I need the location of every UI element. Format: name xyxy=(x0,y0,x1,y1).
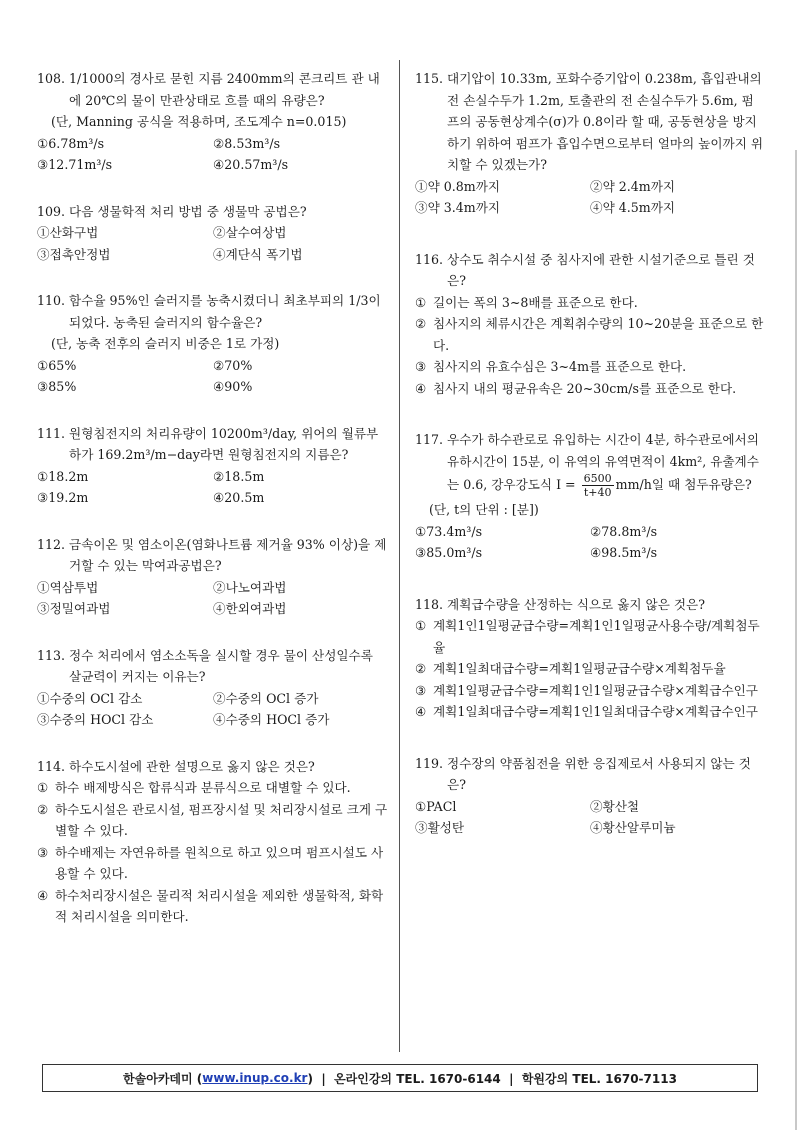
option-1[interactable]: ① 길이는 폭의 3~8배를 표준으로 한다. xyxy=(415,294,638,310)
question-text: 대기압이 10.33m, 포화수증기압이 0.238m, 흡입관내의 전 손실수두가 1.2m, 토출관의 전 손실수두가 5.6m, 펌프의 공동현상계수(σ)가 0.8이라 할 때, 공동현상을 방지하기 위하여 펌프가 흡입수면으로부터 얼마의 높이까지 위치할 수 있겠는가? xyxy=(447,71,764,172)
footer-contact-info: ) | 온라인강의 TEL. 1670-6144 | 학원강의 TEL. 1670-7113 xyxy=(307,1071,677,1086)
option-2[interactable]: ②18.5m xyxy=(213,468,265,484)
option-3[interactable]: ③수중의 HOCl 감소 xyxy=(37,712,154,727)
option-4[interactable]: ④계단식 폭기법 xyxy=(213,246,303,262)
question-number: 114. xyxy=(37,758,70,774)
question-112 xyxy=(37,534,389,620)
option-1[interactable]: ①PACl xyxy=(415,798,457,814)
footer-website-link[interactable]: www.inup.co.kr xyxy=(202,1071,308,1085)
option-3[interactable]: ③정밀여과법 xyxy=(37,601,111,616)
left-column xyxy=(37,68,389,928)
question-113 xyxy=(37,645,389,731)
option-3[interactable]: ③19.2m xyxy=(37,490,89,505)
question-117 xyxy=(415,429,765,564)
option-3[interactable]: ③12.71m³/s xyxy=(37,157,113,172)
option-1[interactable]: ①수중의 OCl 감소 xyxy=(37,690,143,706)
question-text: 계획급수량을 산정하는 식으로 옳지 않은 것은? xyxy=(447,596,705,612)
option-2[interactable]: ② 하수도시설은 관로시설, 펌프장시설 및 처리장시설로 크게 구별할 수 있다. xyxy=(37,801,388,838)
option-3[interactable]: ③85% xyxy=(37,379,77,394)
question-text: 정수 처리에서 염소소독을 실시할 경우 물이 산성일수록 살균력이 커지는 이유는? xyxy=(69,647,373,684)
option-1[interactable]: ①산화구법 xyxy=(37,225,99,240)
option-1[interactable]: ①약 0.8m까지 xyxy=(415,178,501,194)
option-2[interactable]: ②살수여상법 xyxy=(213,225,287,240)
option-4[interactable]: ④20.57m³/s xyxy=(213,157,289,172)
column-divider xyxy=(399,60,400,1052)
question-note: (단, t의 단위 : [분]) xyxy=(429,502,539,517)
option-2[interactable]: ②78.8m³/s xyxy=(590,523,658,539)
option-4[interactable]: ④20.5m xyxy=(213,490,265,505)
option-3[interactable]: ③활성탄 xyxy=(415,820,465,835)
question-note: (단, 농축 전후의 슬러지 비중은 1로 가정) xyxy=(51,336,280,351)
question-note: (단, Manning 공식을 적용하며, 조도계수 n=0.015) xyxy=(51,114,347,129)
option-4[interactable]: ④수중의 HOCl 증가 xyxy=(213,712,330,727)
option-3[interactable]: ③ 하수배제는 자연유하를 원칙으로 하고 있으며 펌프시설도 사용할 수 있다. xyxy=(37,844,384,881)
option-4[interactable]: ④약 4.5m까지 xyxy=(590,200,676,215)
option-1[interactable]: ① 계획1인1일평균급수량=계획1인1일평균사용수량/계획첨두율 xyxy=(415,618,760,655)
option-3[interactable]: ③약 3.4m까지 xyxy=(415,200,501,215)
question-108 xyxy=(37,68,389,176)
option-2[interactable]: ② 계획1일최대급수량=계획1일평균급수량×계획첨두율 xyxy=(415,661,726,676)
option-1[interactable]: ①65% xyxy=(37,357,77,373)
rain-intensity-fraction: $\frac{6500}{t+40}$ xyxy=(583,472,612,499)
question-number: 108. xyxy=(37,71,70,86)
question-number: 109. xyxy=(37,203,70,219)
option-2[interactable]: ②황산철 xyxy=(590,798,640,814)
question-109 xyxy=(37,201,389,266)
option-4[interactable]: ④ 계획1일최대급수량=계획1인1일최대급수량×계획급수인구 xyxy=(415,704,758,719)
option-2[interactable]: ② 침사지의 체류시간은 계획취수량의 10~20분을 표준으로 한다. xyxy=(415,316,764,353)
question-text: 정수장의 약품침전을 위한 응집제로서 사용되지 않는 것은? xyxy=(447,755,751,792)
question-number: 113. xyxy=(37,647,70,663)
page-footer xyxy=(42,1064,758,1092)
option-1[interactable]: ①73.4m³/s xyxy=(415,523,483,539)
question-text: 원형침전지의 처리유량이 10200m³/day, 위어의 월류부하가 169.2m³/m−day라면 원형침전지의 지름은? xyxy=(69,425,379,462)
question-text: 상수도 취수시설 중 침사지에 관한 시설기준으로 틀린 것은? xyxy=(447,251,755,288)
question-number: 111. xyxy=(37,425,70,441)
option-3[interactable]: ③접촉안정법 xyxy=(37,246,111,262)
question-text: 금속이온 및 염소이온(염화나트륨 제거율 93% 이상)을 제거할 수 있는 막여과공법은? xyxy=(69,536,387,573)
option-4[interactable]: ④98.5m³/s xyxy=(590,545,658,560)
option-1[interactable]: ①18.2m xyxy=(37,468,89,484)
question-text: 하수도시설에 관한 설명으로 옳지 않은 것은? xyxy=(69,758,315,774)
option-4[interactable]: ④ 침사지 내의 평균유속은 20~30cm/s를 표준으로 한다. xyxy=(415,380,737,396)
question-111 xyxy=(37,423,389,509)
option-4[interactable]: ④황산알루미늄 xyxy=(590,820,676,835)
footer-academy-name: 한솔아카데미 ( xyxy=(123,1071,203,1086)
question-text: 우수가 하수관로로 유입하는 시간이 4분, 하수관로에서의 유하시간이 15분, 이 유역의 유역면적이 4km², 유출계수는 0.6, 강우강도식 I = $\frac{6500}{t+40}$ mm/h일 때 첨두유량은? xyxy=(447,432,759,499)
option-2[interactable]: ②약 2.4m까지 xyxy=(590,178,676,194)
option-1[interactable]: ① 하수 배제방식은 합류식과 분류식으로 대별할 수 있다. xyxy=(37,780,351,795)
question-number: 110. xyxy=(37,293,70,308)
option-2[interactable]: ②8.53m³/s xyxy=(213,135,281,151)
question-text: 함수율 95%인 슬러지를 농축시켰더니 최초부피의 1/3이 되었다. 농축된 슬러지의 함수율은? xyxy=(69,293,381,330)
option-1[interactable]: ①역삼투법 xyxy=(37,579,99,595)
option-3[interactable]: ③ 계획1일평균급수량=계획1인1일평균급수량×계획급수인구 xyxy=(415,682,758,698)
option-4[interactable]: ④한외여과법 xyxy=(213,601,287,616)
question-118 xyxy=(415,594,765,723)
question-number: 118. xyxy=(415,596,448,612)
page-edge-line xyxy=(795,150,797,1130)
option-1[interactable]: ①6.78m³/s xyxy=(37,135,105,151)
option-4[interactable]: ④ 하수처리장시설은 물리적 처리시설을 제외한 생물학적, 화학적 처리시설을 의미한다. xyxy=(37,887,384,924)
question-116 xyxy=(415,249,765,400)
option-2[interactable]: ②수중의 OCl 증가 xyxy=(213,690,319,706)
option-2[interactable]: ②70% xyxy=(213,357,253,373)
question-number: 116. xyxy=(415,251,448,267)
option-3[interactable]: ③ 침사지의 유효수심은 3~4m를 표준으로 한다. xyxy=(415,359,687,374)
question-110 xyxy=(37,290,389,398)
question-115 xyxy=(415,68,765,219)
question-text: 다음 생물학적 처리 방법 중 생물막 공법은? xyxy=(69,203,307,219)
question-114 xyxy=(37,756,389,928)
option-4[interactable]: ④90% xyxy=(213,379,253,394)
question-number: 115. xyxy=(415,71,448,86)
option-2[interactable]: ②나노여과법 xyxy=(213,579,287,595)
question-number: 112. xyxy=(37,536,70,552)
question-text: 1/1000의 경사로 묻힌 지름 2400mm의 콘크리트 관 내에 20℃의 물이 만관상태로 흐를 때의 유량은? xyxy=(69,71,380,108)
question-119 xyxy=(415,753,765,839)
right-column xyxy=(415,68,765,839)
option-3[interactable]: ③85.0m³/s xyxy=(415,545,483,560)
question-number: 117. xyxy=(415,432,448,447)
question-number: 119. xyxy=(415,755,448,771)
